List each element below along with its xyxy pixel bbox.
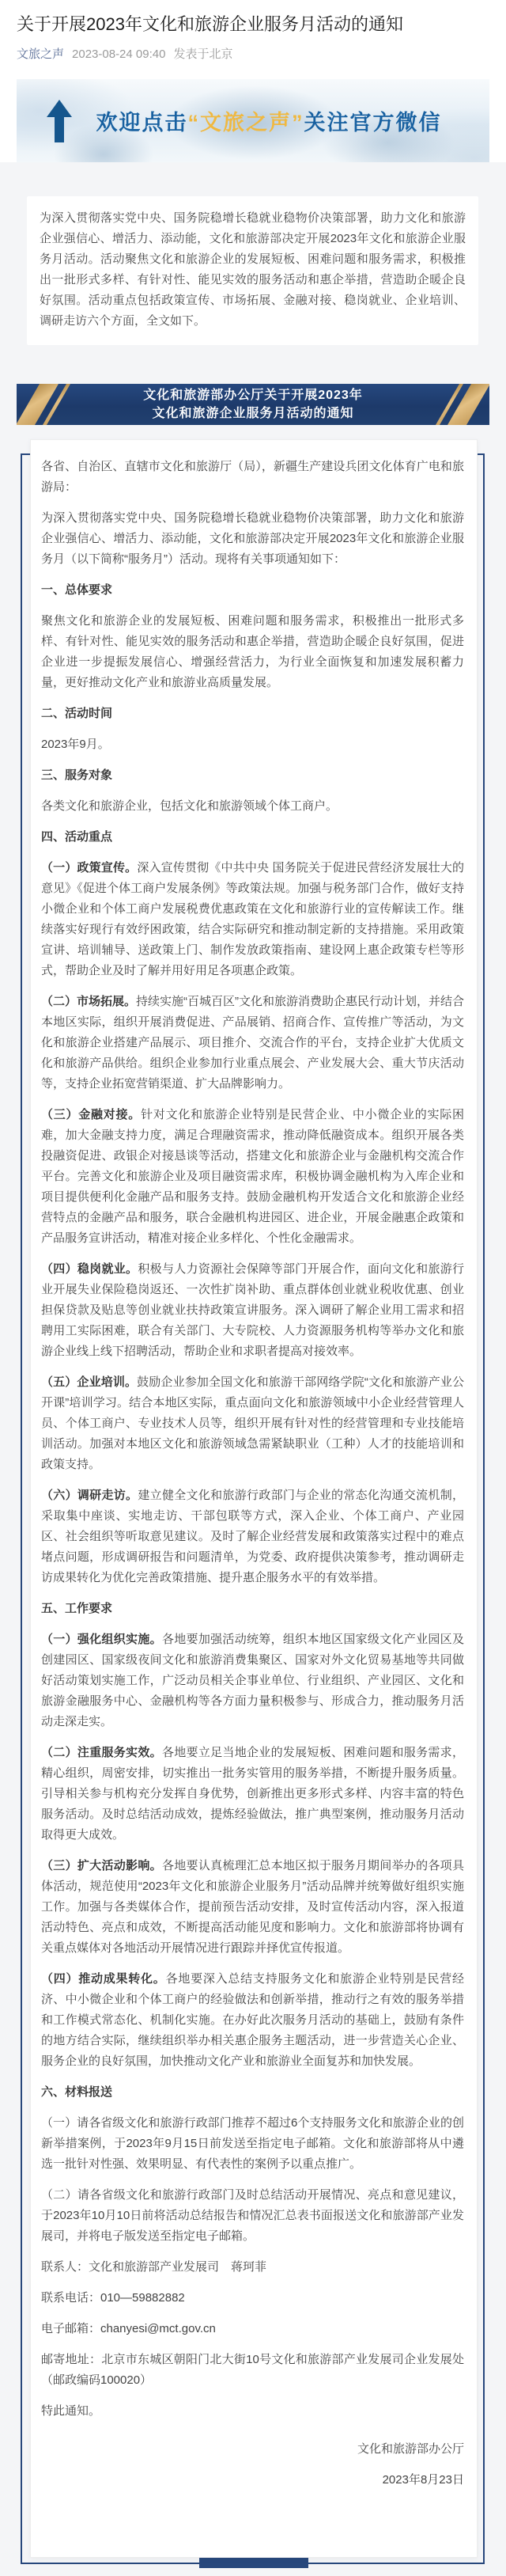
notice-section	[0, 162, 506, 2576]
notice-paragraph: 电子邮箱：chanyesi@mct.gov.cn	[41, 2322, 216, 2335]
notice-item-text: 针对文化和旅游企业特别是民营企业、中小微企业的实际困难，加大金融支持力度，满足合理融资需求，推动降低融资成本。组织开展各类投融资促进、政银企对接恳谈等活动，搭建文化和旅游企业与金融机构交流合作平台。完善文化和旅游企业及项目融资需求库，积极协调金融机构为入库企业和项目提供便利化金融产品和服务支持。鼓励金融机构开发适合文化和旅游企业经营特点的金融产品和服务，联合金融机构进园区、进企业，开展金融惠企政策和产品服务宣讲活动，精准对接企业多样化、个性化金融需求。	[41, 1108, 464, 1245]
notice-item-lead: （一）强化组织实施。	[41, 1633, 162, 1646]
publish-timestamp: 2023-08-24 09:40	[72, 47, 166, 61]
notice-document-card	[30, 439, 478, 2558]
page-title: 关于开展2023年文化和旅游企业服务月活动的通知	[17, 14, 403, 34]
notice-paragraph: 联系人：文化和旅游部产业发展司 蒋珂菲	[41, 2260, 267, 2274]
notice-item-text: 各地要认真梳理汇总本地区拟于服务月期间举办的各项具体活动，规范使用“2023年文化和旅游企业服务月”活动品牌并统筹做好组织实施工作。加强与各类媒体合作，提前预告活动安排，及时宣传活动内容，深入报道活动特色、亮点和成效，不断提高活动能见度和影响力。文化和旅游部将协调有关重点媒体对各地活动开展情况进行跟踪并择优宣传报道。	[41, 1859, 464, 1955]
notice-blocks	[41, 457, 464, 2422]
notice-item-paragraph	[41, 992, 464, 1095]
follow-prefix: 欢迎点击	[96, 111, 188, 135]
notice-paragraph: 邮寄地址：北京市东城区朝阳门北大街10号文化和旅游部产业发展司企业发展处（邮政编码100020）	[41, 2353, 464, 2387]
notice-item-paragraph	[41, 858, 464, 981]
notice-paragraph: 聚焦文化和旅游企业的发展短板、困难问题和服务需求，积极推出一批形式多样、有针对性、能见实效的服务活动和惠企举措，营造助企暖企良好氛围，促进企业进一步提振发展信心、增强经营活力，为行业全面恢复和加速发展积蓄力量，更好推动文化产业和旅游业高质量发展。	[41, 614, 464, 689]
follow-suffix: 关注官方微信	[304, 111, 442, 135]
notice-item-lead: （一）政策宣传。	[41, 861, 138, 874]
notice-heading: 四、活动重点	[41, 830, 113, 844]
signature-date: 2023年8月23日	[382, 2473, 464, 2487]
notice-item-lead: （二）市场拓展。	[41, 995, 137, 1008]
notice-item-lead: （三）扩大活动影响。	[41, 1859, 162, 1872]
notice-title-banner	[17, 384, 489, 425]
notice-item-paragraph	[41, 1485, 464, 1588]
notice-paragraph: 联系电话：010—59882882	[41, 2291, 185, 2305]
notice-item-text: 建立健全文化和旅游行政部门与企业的常态化沟通交流机制，采取集中座谈、实地走访、干部包联等方式，深入企业、个体工商户、产业园区、社会组织等听取意见建议。及时了解企业经营发展和政策落实过程中的难点堵点问题，形成调研报告和问题清单，为党委、政府提供决策参考，推动调研走访成果转化为优化完善政策措施、提升惠企服务水平的有效举措。	[41, 1489, 464, 1584]
notice-item-paragraph	[41, 1105, 464, 1249]
notice-paragraph: 为深入贯彻落实党中央、国务院稳增长稳就业稳物价决策部署，助力文化和旅游企业强信心、增活力、添动能，文化和旅游部决定开展2023年文化和旅游企业服务月（以下简称“服务月”）活动。现将有关事项通知如下：	[41, 511, 464, 566]
publish-location: 发表于北京	[173, 47, 233, 61]
notice-item-text: 鼓励企业参加全国文化和旅游干部网络学院“文化和旅游产业公开课”培训学习。结合本地区实际，重点面向文化和旅游领域中小企业经营管理人员、个体工商户、专业技术人员等，组织开展有针对性的经营管理和专业技能培训活动。加强对本地区文化和旅游领域急需紧缺职业（工种）人才的技能培训和政策支持。	[41, 1375, 464, 1471]
article-meta	[17, 47, 489, 63]
notice-paragraph: 2023年9月。	[41, 738, 110, 751]
signature-org: 文化和旅游部办公厅	[357, 2442, 464, 2456]
notice-item-text: 持续实施“百城百区”文化和旅游消费助企惠民行动计划，并结合本地区实际，组织开展消费促进、产品展销、招商合作、宣传推广等活动，为文化和旅游企业搭建产品展示、项目推介、交流合作的平台，支持企业扩大优质文化和旅游产品供给。组织企业参加行业重点展会、产业发展大会、重大节庆活动等，支持企业拓宽营销渠道、扩大品牌影响力。	[41, 995, 465, 1091]
account-link[interactable]: 文旅之声	[17, 47, 65, 61]
arrow-up-icon	[47, 100, 72, 142]
notice-paragraph: 各类文化和旅游企业，包括文化和旅游领域个体工商户。	[41, 799, 338, 813]
notice-item-lead: （六）调研走访。	[41, 1489, 138, 1502]
notice-item-lead: （二）注重服务实效。	[41, 1746, 162, 1759]
notice-item-text: 积极与人力资源社会保障等部门开展合作，面向文化和旅游行业开展失业保险稳岗返还、一次性扩岗补助、重点群体创业就业税收优惠、创业担保贷款及贴息等创业就业扶持政策宣讲服务。深入调研了解企业用工需求和招聘用工实际困难，联合有关部门、大专院校、人力资源服务机构等举办文化和旅游企业线上线下招聘活动，帮助企业和求职者提高对接效率。	[41, 1262, 464, 1358]
notice-item-paragraph	[41, 1856, 464, 1959]
notice-item-text: 各地要深入总结支持服务文化和旅游企业特别是民营经济、中小微企业和个体工商户的经验做法和创新举措，推动行之有效的服务举措和工作模式常态化、机制化实施。在办好此次服务月活动的基础上，鼓励有条件的地方结合实际，继续组织举办相关惠企服务主题活动，进一步营造关心企业、服务企业的良好氛围，加快推动文化产业和旅游业全面复苏和加快发展。	[41, 1972, 464, 2068]
notice-item-paragraph	[41, 1743, 464, 1846]
notice-paragraph: （二）请各省级文化和旅游行政部门及时总结活动开展情况、亮点和意见建议，于2023年10月10日前将活动总结报告和情况汇总表书面报送文化和旅游部产业发展司，并将电子版发送至指定电子邮箱。	[41, 2188, 464, 2243]
notice-heading: 一、总体要求	[41, 583, 113, 597]
notice-banner-line1: 文化和旅游部办公厅关于开展2023年	[143, 389, 363, 402]
notice-heading: 三、服务对象	[41, 768, 113, 782]
notice-item-paragraph	[41, 1969, 464, 2072]
signature-block	[41, 2439, 464, 2491]
notice-heading: 六、材料报送	[41, 2085, 113, 2099]
notice-item-paragraph	[41, 1372, 464, 1475]
notice-item-paragraph	[41, 1259, 464, 1362]
notice-item-paragraph	[41, 1629, 464, 1732]
notice-heading: 二、活动时间	[41, 707, 113, 720]
notice-frame-bottom-bar	[199, 2558, 308, 2568]
notice-item-lead: （四）稳岗就业。	[41, 1262, 138, 1276]
notice-item-text: 深入宣传贯彻《中共中央 国务院关于促进民营经济发展壮大的意见》《促进个体工商户发展条例》等政策法规。加强与税务部门合作，做好支持小微企业和个体工商户发展税费优惠政策在文化和旅游行业的宣传解读工作。继续落实好现行有效纾困政策，结合实际研究和推动制定新的支持措施。采用政策宣讲、培训辅导、送政策上门、制作发放政策指南、建设网上惠企政策专栏等形式，帮助企业及时了解并用好用足各项惠企政策。	[41, 861, 464, 977]
notice-item-lead: （五）企业培训。	[41, 1375, 138, 1389]
notice-item-lead: （四）推动成果转化。	[41, 1972, 166, 1986]
follow-highlight: “文旅之声”	[187, 111, 304, 135]
notice-paragraph: 各省、自治区、直辖市文化和旅游厅（局），新疆生产建设兵团文化体育广电和旅游局：	[41, 460, 464, 494]
notice-heading: 五、工作要求	[41, 1602, 113, 1615]
follow-official-banner[interactable]	[17, 79, 489, 162]
notice-paragraph: （一）请各省级文化和旅游行政部门推荐不超过6个支持服务文化和旅游企业的创新举措案例，于2023年9月15日前发送至指定电子邮箱。文化和旅游部将从中遴选一批针对性强、效果明显、有代表性的案例予以重点推广。	[41, 2116, 464, 2171]
notice-paragraph: 特此通知。	[41, 2404, 101, 2418]
intro-card	[27, 196, 478, 345]
notice-item-lead: （三）金融对接。	[41, 1108, 142, 1121]
notice-banner-line2: 文化和旅游企业服务月活动的通知	[152, 407, 354, 420]
notice-item-text: 各地要立足当地企业的发展短板、困难问题和服务需求，精心组织，周密安排，切实推出一批务实管用的服务举措，不断提升服务质量。引导相关参与机构充分发挥自身优势，创新推出更多形式多样、内容丰富的特色服务活动。及时总结活动成效，提炼经验做法，推广典型案例，推动服务月活动取得更大成效。	[41, 1746, 464, 1842]
intro-paragraph: 为深入贯彻落实党中央、国务院稳增长稳就业稳物价决策部署，助力文化和旅游企业强信心、增活力、添动能，文化和旅游部决定开展2023年文化和旅游企业服务月活动。活动聚焦文化和旅游企业的发展短板、困难问题和服务需求，积极推出一批形式多样、有针对性、能见实效的服务活动和惠企举措，营造助企暖企良好氛围。活动重点包括政策宣传、市场拓展、金融对接、稳岗就业、企业培训、调研走访六个方面，全文如下。	[40, 211, 466, 328]
notice-item-text: 各地要加强活动统筹，组织本地区国家级文化产业园区及创建园区、国家级夜间文化和旅游消费集聚区、国家对外文化贸易基地等共同做好活动策划实施工作，广泛动员相关企事业单位、行业组织、产业园区、文化和旅游金融服务中心、金融机构等各方面力量积极参与、形成合力，推动服务月活动走深走实。	[41, 1633, 464, 1728]
follow-banner-text	[72, 105, 489, 136]
